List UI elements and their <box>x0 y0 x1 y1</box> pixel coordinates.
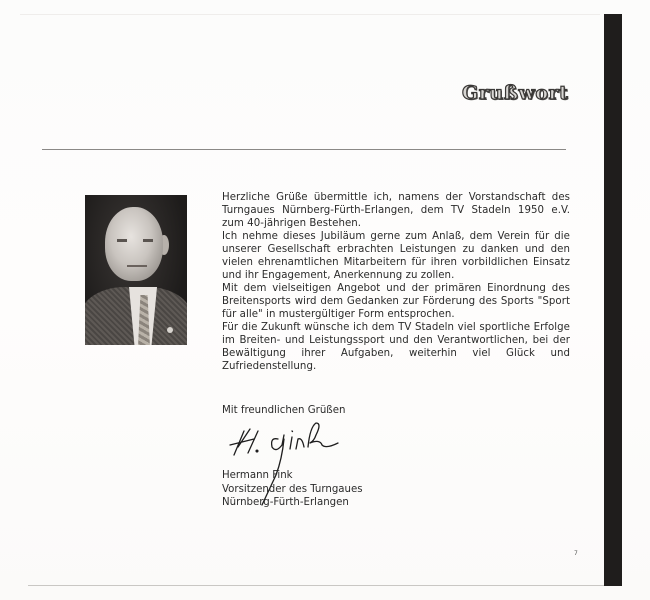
page-title: Grußwort <box>462 82 569 104</box>
photo-mouth <box>127 265 147 267</box>
paragraph: Ich nehme dieses Jubiläum gerne zum Anlaß, dem Verein für die unserer Gesellschaft erbrachten Leistungen zu danken und den vielen ehrenamtlichen Mitarbeitern für ihren vorbildlichen Einsatz und ihr Engagement, Anerkennung zu zollen. <box>222 231 570 281</box>
closing-greeting: Mit freundlichen Grüßen <box>222 405 346 416</box>
portrait-photo <box>85 195 187 345</box>
paragraph: Herzliche Grüße übermittle ich, namens der Vorstandschaft des Turngaues Nürnberg-Fürth-Erlangen, dem TV Stadeln 1950 e.V. zum 40-jährigen Bestehen. <box>222 192 570 229</box>
photo-eyes <box>117 239 153 242</box>
page-top-edge <box>20 14 600 15</box>
signatory-name: Hermann Fink <box>222 470 293 481</box>
photo-head <box>105 207 163 281</box>
photo-lapel-pin <box>167 327 173 333</box>
paragraph: Mit dem vielseitigen Angebot und der primären Einordnung des Breitensports wird dem Gedanken zur Förderung des Sports "Sport für alle" in mustergültiger Form entsprochen. <box>222 283 570 320</box>
horizontal-rule <box>42 149 566 150</box>
signatory-organization: Nürnberg-Fürth-Erlangen <box>222 497 349 508</box>
letter-body <box>222 191 570 373</box>
page-bottom-edge <box>28 585 604 586</box>
signatory-block <box>222 469 363 510</box>
page-number: 7 <box>574 550 578 557</box>
signatory-role: Vorsitzender des Turngaues <box>222 483 363 495</box>
spine-bar <box>604 14 622 586</box>
paragraph: Für die Zukunft wünsche ich dem TV Stadeln viel sportliche Erfolge im Breiten- und Leistungssport und den Verantwortlichen, bei der Bewältigung ihrer Aufgaben, weiterhin viel Glück und Zufriedenstellung. <box>222 322 570 372</box>
